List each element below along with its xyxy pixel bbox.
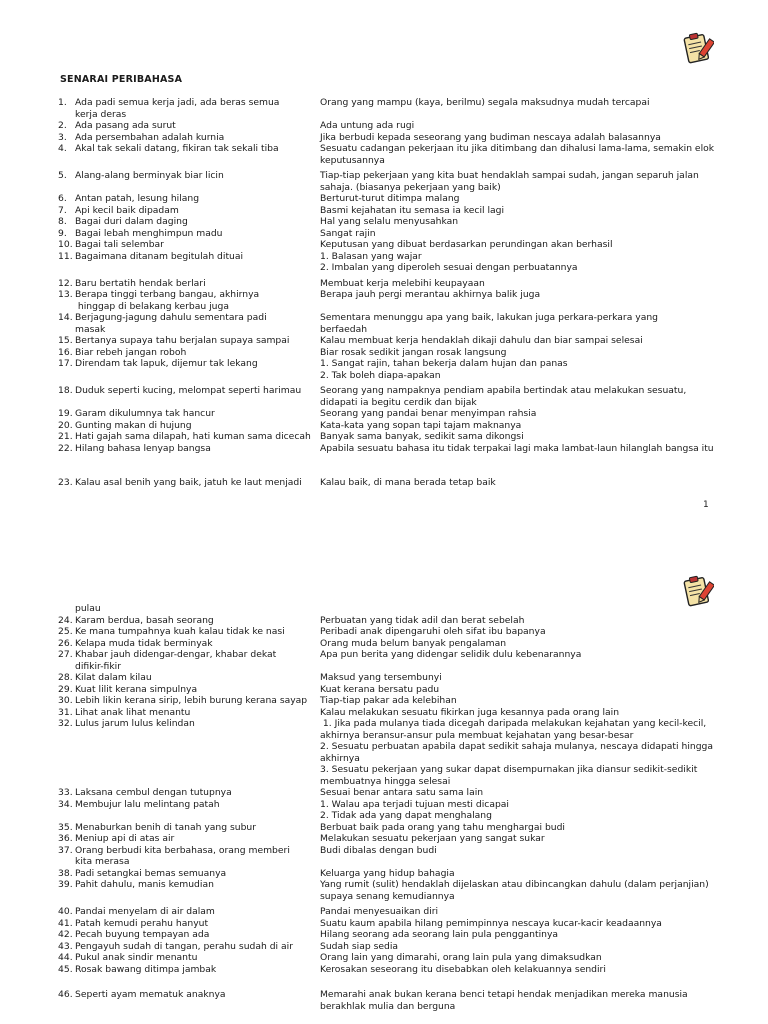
proverb-meaning: Tiap-tiap pekerjaan yang kita buat hendaklah sampai sudah, jangan separuh jalan sahaja. (biasanya pekerjaan yang baik) xyxy=(320,170,699,193)
proverb-row xyxy=(0,251,768,274)
page-number: 1 xyxy=(703,500,709,510)
proverb-meaning: Pandai menyesuaikan diri xyxy=(320,906,439,917)
proverb-meaning: Orang yang mampu (kaya, berilmu) segala maksudnya mudah tercapai xyxy=(320,97,650,108)
clipboard-pencil-icon xyxy=(680,30,714,64)
proverb-text: Pengayuh sudah di tangan, perahu sudah di air xyxy=(75,940,293,952)
proverb-number: 30. xyxy=(58,695,73,706)
proverb-row xyxy=(0,431,768,443)
proverb-number: 33. xyxy=(58,787,73,798)
proverb-number: 41. xyxy=(58,917,73,929)
proverb-number: 25. xyxy=(58,626,73,637)
proverb-text: Api kecil baik dipadam xyxy=(75,204,179,216)
proverb-meaning: Sangat rajin xyxy=(320,227,376,239)
page-title: SENARAI PERIBAHASA xyxy=(60,74,183,85)
proverb-row xyxy=(0,143,768,166)
proverb-row xyxy=(0,718,768,787)
proverb-number: 20. xyxy=(58,419,73,431)
proverb-number: 13. xyxy=(58,289,73,300)
proverb-text: Direndam tak lapuk, dijemur tak lekang xyxy=(75,358,258,369)
proverb-text: Pukul anak sindir menantu xyxy=(75,952,198,963)
proverb-meaning: Membuat kerja melebihi keupayaan xyxy=(320,277,485,289)
proverb-row xyxy=(0,120,768,132)
proverb-row xyxy=(0,170,768,193)
proverb-text: Hilang bahasa lenyap bangsa xyxy=(75,442,211,454)
proverb-list-page-2 xyxy=(0,603,768,1012)
proverb-number: 28. xyxy=(58,672,73,683)
proverb-number: 10. xyxy=(58,239,73,250)
clipboard-pencil-icon xyxy=(680,573,714,607)
proverb-row xyxy=(0,420,768,432)
proverb-text: Gunting makan di hujung xyxy=(75,419,192,431)
proverb-meaning: Keputusan yang dibuat berdasarkan perundingan akan berhasil xyxy=(320,239,613,250)
proverb-number: 31. xyxy=(58,706,73,718)
proverb-text: Ke mana tumpahnya kuah kalau tidak ke nasi xyxy=(75,626,285,637)
proverb-text: Membujur lalu melintang patah xyxy=(75,798,220,810)
proverb-text: Bagai tali selembar xyxy=(75,239,164,250)
proverb-text: Pandai menyelam di air dalam xyxy=(75,906,215,917)
proverb-row xyxy=(0,228,768,240)
proverb-text: Kuat lilit kerana simpulnya xyxy=(75,683,198,695)
proverb-text: Lulus jarum lulus kelindan xyxy=(75,718,195,729)
proverb-meaning: Hilang seorang ada seorang lain pula penggantinya xyxy=(320,929,559,940)
proverb-text: Kelapa muda tidak berminyak xyxy=(75,637,213,649)
proverb-meaning: Hal yang selalu menyusahkan xyxy=(320,216,459,227)
proverb-meaning: Tiap-tiap pakar ada kelebihan xyxy=(320,695,457,706)
proverb-number: 2. xyxy=(58,120,67,131)
proverb-text: Meniup api di atas air xyxy=(75,833,175,844)
proverb-row xyxy=(0,193,768,205)
proverb-number: 35. xyxy=(58,821,73,833)
proverb-row xyxy=(0,964,768,976)
proverb-text: Karam berdua, basah seorang xyxy=(75,614,214,626)
proverb-text: Seperti ayam mematuk anaknya xyxy=(75,989,226,1000)
proverb-text: Akal tak sekali datang, fikiran tak sekali tiba xyxy=(75,143,279,154)
proverb-number: 38. xyxy=(58,867,73,879)
proverb-text: Lihat anak lihat menantu xyxy=(75,706,191,718)
proverb-text: Rosak bawang ditimpa jambak xyxy=(75,963,217,975)
proverb-meaning: 1. Sangat rajin, tahan bekerja dalam hujan dan panas 2. Tak boleh diapa-apakan xyxy=(320,358,568,381)
proverb-text: Antan patah, lesung hilang xyxy=(75,193,200,204)
proverb-number: 12. xyxy=(58,277,73,289)
proverb-row xyxy=(0,649,768,672)
proverb-row xyxy=(0,918,768,930)
proverb-row xyxy=(0,684,768,696)
proverb-row xyxy=(0,695,768,707)
proverb-number: 9. xyxy=(58,227,67,239)
proverb-meaning: Yang rumit (sulit) hendaklah dijelaskan atau dibincangkan dahulu (dalam perjanjian) supaya senang kemudiannya xyxy=(320,879,709,902)
proverb-meaning: 1. Walau apa terjadi tujuan mesti dicapai 2. Tidak ada yang dapat menghalang xyxy=(320,798,509,821)
proverb-text: Ada padi semua kerja jadi, ada beras semua kerja deras xyxy=(75,97,280,120)
proverb-meaning: Basmi kejahatan itu semasa ia kecil lagi xyxy=(320,204,505,216)
proverb-row xyxy=(0,358,768,381)
proverb-meaning: Peribadi anak dipengaruhi oleh sifat ibu bapanya xyxy=(320,626,546,637)
proverb-meaning: Orang lain yang dimarahi, orang lain pula yang dimaksudkan xyxy=(320,952,602,963)
proverb-text: Lebih likin kerana sirip, lebih burung kerana sayap xyxy=(75,695,308,706)
continuation-text: pulau xyxy=(75,603,101,614)
proverb-row xyxy=(0,385,768,408)
proverb-number: 46. xyxy=(58,989,73,1000)
proverb-meaning: Seorang yang pandai benar menyimpan rahsia xyxy=(320,408,537,419)
proverb-row xyxy=(0,833,768,845)
proverb-number: 17. xyxy=(58,358,73,369)
proverb-meaning: Melakukan sesuatu pekerjaan yang sangat sukar xyxy=(320,833,545,844)
proverb-number: 24. xyxy=(58,614,73,626)
proverb-text: Baru bertatih hendak berlari xyxy=(75,277,206,289)
proverb-meaning: Biar rosak sedikit jangan rosak langsung xyxy=(320,346,507,358)
document-page-2 xyxy=(0,560,768,1024)
proverb-row xyxy=(0,626,768,638)
proverb-number: 19. xyxy=(58,408,73,419)
proverb-row xyxy=(0,615,768,627)
proverb-text: Khabar jauh didengar-dengar, khabar dekat difikir-fikir xyxy=(75,649,277,672)
proverb-number: 44. xyxy=(58,952,73,963)
proverb-number: 23. xyxy=(58,477,73,488)
proverb-meaning: Jika berbudi kepada seseorang yang budiman nescaya adalah balasannya xyxy=(320,131,661,143)
proverb-row xyxy=(0,879,768,902)
proverb-meaning: Kerosakan seseorang itu disebabkan oleh kelakuannya sendiri xyxy=(320,963,606,975)
proverb-meaning: Maksud yang tersembunyi xyxy=(320,672,442,683)
proverb-text: Kalau asal benih yang baik, jatuh ke laut menjadi xyxy=(75,477,302,488)
proverb-number: 40. xyxy=(58,906,73,917)
proverb-row xyxy=(0,216,768,228)
proverb-text: Kilat dalam kilau xyxy=(75,672,152,683)
proverb-meaning: Berapa jauh pergi merantau akhirnya balik juga xyxy=(320,289,541,300)
proverb-meaning: Sesuai benar antara satu sama lain xyxy=(320,787,484,798)
proverb-meaning: Keluarga yang hidup bahagia xyxy=(320,867,455,879)
proverb-row xyxy=(0,443,768,455)
proverb-row xyxy=(0,132,768,144)
proverb-number: 22. xyxy=(58,442,73,454)
proverb-meaning: Sementara menunggu apa yang baik, lakukan juga perkara-perkara yang berfaedah xyxy=(320,312,658,335)
proverb-row xyxy=(0,799,768,822)
proverb-meaning: Kata-kata yang sopan tapi tajam maknanya xyxy=(320,419,522,431)
proverb-row xyxy=(0,289,768,312)
proverb-text: Ada pasang ada surut xyxy=(75,120,176,131)
proverb-number: 42. xyxy=(58,929,73,940)
proverb-number: 36. xyxy=(58,833,73,844)
proverb-text: Garam dikulumnya tak hancur xyxy=(75,408,215,419)
proverb-number: 5. xyxy=(58,170,67,181)
proverb-number: 32. xyxy=(58,718,73,729)
proverb-text: Bagai lebah menghimpun madu xyxy=(75,227,223,239)
proverb-number: 7. xyxy=(58,204,67,216)
proverb-row xyxy=(0,868,768,880)
proverb-text: Bertanya supaya tahu berjalan supaya sampai xyxy=(75,335,290,346)
proverb-text: Hati gajah sama dilapah, hati kuman sama dicecah xyxy=(75,431,311,442)
proverb-number: 27. xyxy=(58,649,73,660)
proverb-number: 39. xyxy=(58,879,73,890)
proverb-number: 26. xyxy=(58,637,73,649)
proverb-number: 15. xyxy=(58,335,73,346)
proverb-meaning: Berbuat baik pada orang yang tahu menghargai budi xyxy=(320,821,565,833)
proverb-text: Duduk seperti kucing, melompat seperti harimau xyxy=(75,385,302,396)
proverb-meaning: Memarahi anak bukan kerana benci tetapi hendak menjadikan mereka manusia berakhlak mulia dan berguna xyxy=(320,989,688,1012)
proverb-text: Laksana cembul dengan tutupnya xyxy=(75,787,232,798)
proverb-text: Pecah buyung tempayan ada xyxy=(75,929,210,940)
proverb-row xyxy=(0,205,768,217)
proverb-meaning: Budi dibalas dengan budi xyxy=(320,844,437,856)
proverb-row xyxy=(0,239,768,251)
proverb-row xyxy=(0,906,768,918)
proverb-row xyxy=(0,707,768,719)
proverb-row xyxy=(0,638,768,650)
proverb-number: 43. xyxy=(58,940,73,952)
proverb-number: 4. xyxy=(58,143,67,154)
proverb-text: Bagai duri dalam daging xyxy=(75,216,188,227)
proverb-list-page-1 xyxy=(0,97,768,489)
proverb-row xyxy=(0,822,768,834)
proverb-number: 16. xyxy=(58,346,73,358)
proverb-text: Patah kemudi perahu hanyut xyxy=(75,917,209,929)
proverb-number: 1. xyxy=(58,97,67,108)
proverb-number: 37. xyxy=(58,844,73,856)
proverb-meaning: Suatu kaum apabila hilang pemimpinnya nescaya kucar-kacir keadaannya xyxy=(320,917,662,929)
proverb-number: 29. xyxy=(58,683,73,695)
proverb-number: 11. xyxy=(58,250,73,262)
proverb-row xyxy=(0,845,768,868)
proverb-meaning: Apa pun berita yang didengar selidik dulu kebenarannya xyxy=(320,649,582,660)
proverb-meaning: Kalau melakukan sesuatu fikirkan juga kesannya pada orang lain xyxy=(320,706,620,718)
proverb-row xyxy=(0,952,768,964)
proverb-text: Menaburkan benih di tanah yang subur xyxy=(75,821,257,833)
proverb-meaning: Orang muda belum banyak pengalaman xyxy=(320,637,507,649)
proverb-row xyxy=(0,477,768,489)
proverb-text: Pahit dahulu, manis kemudian xyxy=(75,879,214,890)
proverb-number: 8. xyxy=(58,216,67,227)
proverb-meaning: Kuat kerana bersatu padu xyxy=(320,683,440,695)
proverb-row xyxy=(0,335,768,347)
proverb-row xyxy=(0,941,768,953)
proverb-meaning: Banyak sama banyak, sedikit sama dikongsi xyxy=(320,431,524,442)
proverb-meaning: Ada untung ada rugi xyxy=(320,120,415,131)
proverb-meaning: 1. Balasan yang wajar 2. Imbalan yang diperoleh sesuai dengan perbuatannya xyxy=(320,250,578,273)
proverb-number: 21. xyxy=(58,431,73,442)
proverb-text: Berapa tinggi terbang bangau, akhirnya hinggap di belakang kerbau juga xyxy=(75,289,260,312)
proverb-number: 45. xyxy=(58,963,73,975)
proverb-row xyxy=(0,672,768,684)
proverb-meaning: Kalau membuat kerja hendaklah dikaji dahulu dan biar sampai selesai xyxy=(320,335,643,346)
proverb-text: Biar rebeh jangan roboh xyxy=(75,346,187,358)
proverb-meaning: Kalau baik, di mana berada tetap baik xyxy=(320,477,496,488)
proverb-number: 34. xyxy=(58,798,73,810)
proverb-row xyxy=(0,97,768,120)
proverb-row xyxy=(0,787,768,799)
proverb-number: 14. xyxy=(58,312,73,323)
proverb-text: Bagaimana ditanam begitulah dituai xyxy=(75,250,244,262)
proverb-meaning: Apabila sesuatu bahasa itu tidak terpakai lagi maka lambat-laun hilanglah bangsa itu xyxy=(320,442,714,454)
proverb-meaning: Berturut-turut ditimpa malang xyxy=(320,193,460,204)
proverb-text: Orang berbudi kita berbahasa, orang memberi kita merasa xyxy=(75,844,290,867)
proverb-text: Alang-alang berminyak biar licin xyxy=(75,170,224,181)
continuation-line xyxy=(0,603,768,615)
proverb-number: 6. xyxy=(58,193,67,204)
proverb-row xyxy=(0,408,768,420)
proverb-text: Ada persembahan adalah kurnia xyxy=(75,131,225,143)
proverb-meaning: Sesuatu cadangan pekerjaan itu jika ditimbang dan dihalusi lama-lama, semakin elok keputusannya xyxy=(320,143,715,166)
proverb-number: 3. xyxy=(58,131,67,143)
proverb-text: Padi setangkai bemas semuanya xyxy=(75,867,227,879)
proverb-row xyxy=(0,347,768,359)
proverb-row xyxy=(0,278,768,290)
proverb-row xyxy=(0,929,768,941)
proverb-meaning: Perbuatan yang tidak adil dan berat sebelah xyxy=(320,614,525,626)
proverb-meaning: Sudah siap sedia xyxy=(320,940,399,952)
proverb-row xyxy=(0,312,768,335)
proverb-meaning: 1. Jika pada mulanya tiada dicegah daripada melakukan kejahatan yang kecil-kecil, akhirnya beransur-ansur pula membuat kejahatan yang besar-besar 2. Sesuatu perbuatan apabila dapat sedikit sahaja mulanya, nescaya didapati hingga akhirnya 3. Sesuatu pekerjaan yang sukar dapat disempurnakan jika diansur sedikit-sedikit membuatnya hingga selesai xyxy=(320,718,713,787)
proverb-row xyxy=(0,989,768,1012)
proverb-meaning: Seorang yang nampaknya pendiam apabila bertindak atau melakukan sesuatu, didapati ia begitu cerdik dan bijak xyxy=(320,385,687,408)
proverb-number: 18. xyxy=(58,385,73,396)
proverb-text: Berjagung-jagung dahulu sementara padi masak xyxy=(75,312,267,335)
